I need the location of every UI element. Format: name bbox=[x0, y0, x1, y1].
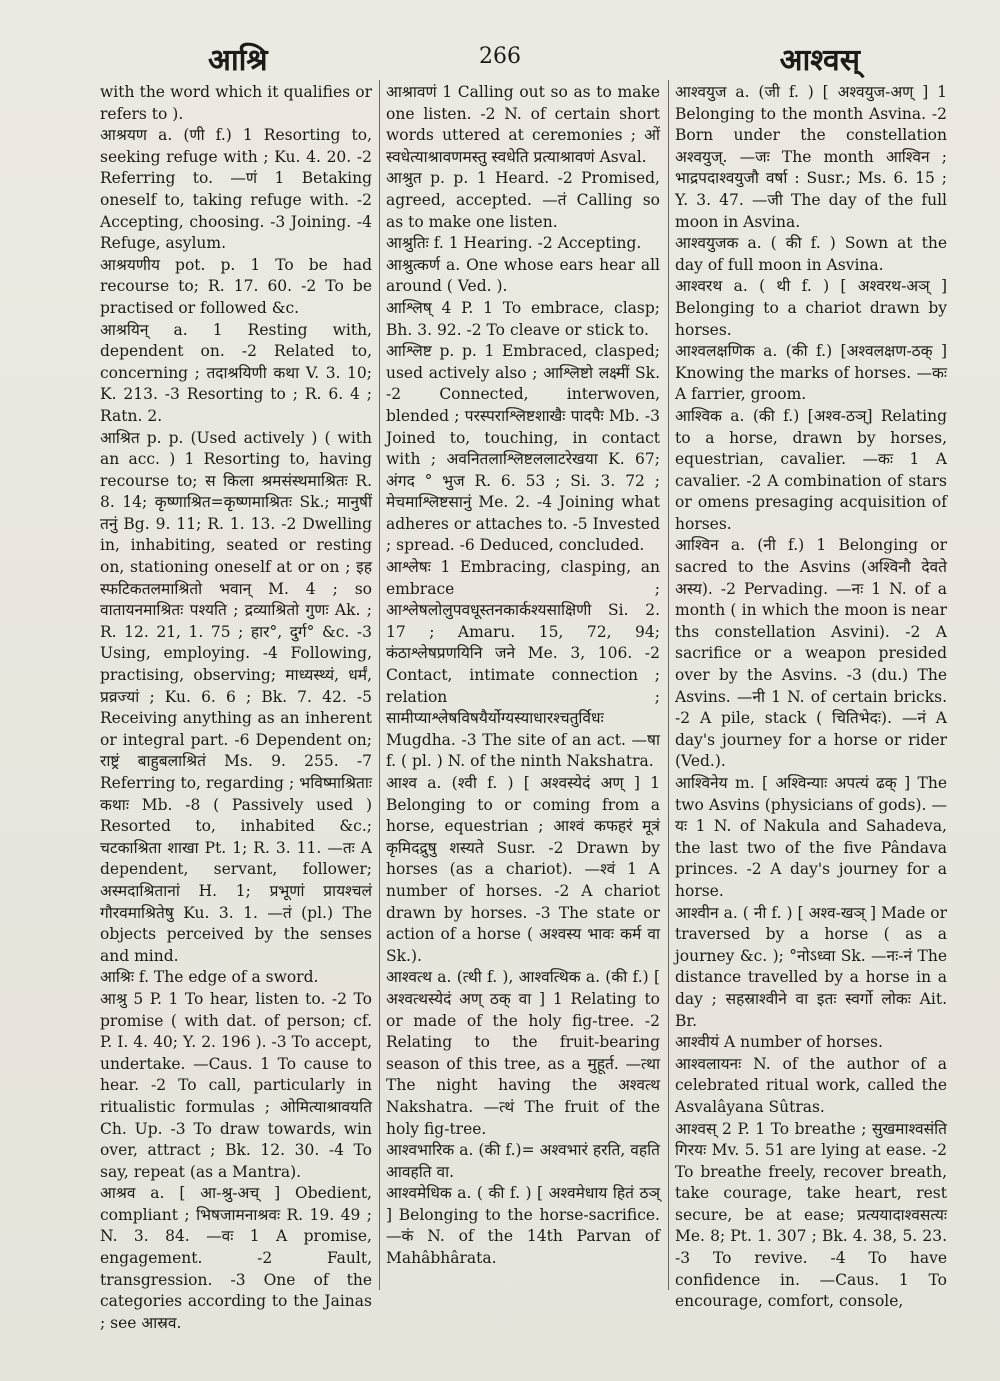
entry: आश्लिष्ट p. p. 1 Embraced, clasped; used actively also ; आश्लिष्टो लक्ष्मीं Sk. -2 Connected, interwoven, blended ; परस्पराश्लिष्टशाखैः पादपैः Mb. -3 Joined to, touching, in contact with ; अवनितलाश्लिष्टललाटरेखया K. 67; अंगद ° भुज R. 6. 53 ; Si. 3. 72 ; मेचमाश्लिष्टसानुं Me. 2. -4 Joining what adheres or attaches to. -5 Invested ; spread. -6 Deduced, concluded. bbox=[386, 342, 660, 555]
entry: आश्रयणीय pot. p. 1 To be had recourse to; R. 17. 60. -2 To be practised or followed &c. bbox=[100, 255, 372, 317]
entry: आश्वमेधिक a. ( की f. ) [ अश्वमेधाय हितं ठञ् ] Belonging to the horse-sacrifice. —कं N. of the 14th Parvan of Mahâbhârata. bbox=[386, 1184, 660, 1268]
entry: आश्वत्थ a. (त्थी f. ), आश्वत्थिक a. (की f.) [ अश्वत्थस्येदं अण् ठक् वा ] 1 Relating to or made of the holy fig-tree. -2 Relating to the fruit-bearing season of this tree, as a मुहूर्त. —त्था The night having the अश्वत्थ Nakshatra. —त्थं The fruit of the holy fig-tree. bbox=[386, 968, 660, 1138]
column-left bbox=[100, 82, 372, 1334]
entry: आश्वस् 2 P. 1 To breathe ; सुखमाश्वसंति गिरयः Mv. 5. 51 are lying at ease. -2 To breathe freely, recover breath, take courage, take heart, rest secure, be at ease; प्रत्ययादाश्वसत्यः Me. 8; Pt. 1. 307 ; Bk. 4. 38, 5. 23. -3 To revive. -4 To have confidence in. —Caus. 1 To encourage, comfort, console, bbox=[675, 1119, 947, 1311]
entry: आश्रावणं 1 Calling out so as to make one listen. -2 N. of certain short words uttered at ceremonies ; ओं स्वधेत्याश्रावणमस्तु स्वधेति प्रत्याश्रावणं Asval. bbox=[386, 83, 660, 166]
entry: आश्लेषः 1 Embracing, clasping, an embrace ; आश्लेषलोलुपवधूस्तनकार्कश्यसाक्षिणी Si. 2. 17 ; Amaru. 15, 72, 94; कंठाश्लेषप्रणयिनि जने Me. 3, 106. -2 Contact, intimate connection ; relation ; सामीप्याश्लेषविषयैर्योग्यस्याधारश्चतुर्विधः Mugdha. -3 The site of an act. —षा f. ( pl. ) N. of the ninth Nakshatra. bbox=[386, 558, 660, 771]
column-right bbox=[675, 82, 947, 1313]
entry: आश्व a. (श्वी f. ) [ अश्वस्येदं अण् ] 1 Belonging to or coming from a horse, equestrian ; आश्वं कफहरं मूत्रं कृमिदद्रुषु शस्यते Susr. -2 Drawn by horses (as a chariot). —श्वं 1 A number of horses. -2 A chariot drawn by horses. -3 The state or action of a horse ( अश्वस्य भावः कर्म वा Sk.). bbox=[386, 774, 660, 965]
entry: आश्रित p. p. (Used actively ) ( with an acc. ) 1 Resorting to, having recourse to; स किला श्रमसंस्थमाश्रितः R. 8. 14; कृष्णाश्रित=कृष्णमाश्रितः Sk.; मानुषीं तनुं Bg. 9. 11; R. 1. 13. -2 Dwelling in, inhabiting, seated or resting on, stationing oneself at or on ; इह स्फटिकतलमाश्रितो भवान् M. 4 ; so वातायनमाश्रितः पश्यति ; द्रव्याश्रितो गुणः Ak. ; R. 12. 21, 1. 75 ; हार°, दुर्ग° &c. -3 Using, employing. -4 Following, practising, observing; माध्यस्थ्यं, धर्मं, प्रव्रज्यां ; Ku. 6. 6 ; Bk. 7. 42. -5 Receiving anything as an inherent or integral part. -6 Dependent on; राष्ट्रं बाहुबलाश्रितं Ms. 9. 255. -7 Referring to, regarding ; भविष्माश्रिताः कथाः Mb. -8 ( Passively used ) Resorted to, inhabited &c.; चटकाश्रिता शाखा Pt. 1; R. 3. 11. —तः A dependent, servant, follower; अस्मदाश्रितानां H. 1; प्रभूणां प्रायश्चलं गौरवमाश्रितेषु Ku. 3. 1. —तं (pl.) The objects perceived by the senses and mind. bbox=[100, 428, 372, 965]
entry: आश्वीन a. ( नी f. ) [ अश्व-खञ् ] Made or traversed by a horse ( as a journey &c. ); °नोऽध्वा Sk. —नः-नं The distance travelled by a horse in a day ; सहस्राश्वीने वा इतः स्वर्गो लोकः Ait. Br. bbox=[675, 903, 947, 1030]
entry: आश्रयण a. (णी f.) 1 Resorting to, seeking refuge with ; Ku. 4. 20. -2 Referring to. —णं 1 Betaking oneself to, taking refuge with. -2 Accepting, choosing. -3 Joining. -4 Refuge, asylum. bbox=[100, 126, 372, 253]
entry: आश्वरथ a. ( थी f. ) [ अश्वरथ-अञ् ] Belonging to a chariot drawn by horses. bbox=[675, 277, 947, 339]
entry: आश्रिः f. The edge of a sword. bbox=[100, 968, 319, 987]
column-divider bbox=[668, 80, 669, 1290]
entry: आश्वभारिक a. (की f.)= अश्वभारं हरति, वहति आवहति वा. bbox=[386, 1141, 660, 1181]
right-guide-word: आश्वस् bbox=[779, 43, 860, 78]
left-guide-word: आश्रि bbox=[208, 43, 268, 78]
entry: आश्विनेय m. [ अश्विन्याः अपत्यं ढक् ] The two Asvins (physicians of gods). —यः 1 N. of Nakula and Sahadeva, the last two of the five Pândava princes. -2 A day's journey for a horse. bbox=[675, 774, 947, 900]
entry: आश्रयिन् a. 1 Resting with, dependent on. -2 Related to, concerning ; तदाश्रयिणी कथा V. 3. 10; K. 213. -3 Resorting to ; R. 6. 4 ; Ratn. 2. bbox=[100, 320, 372, 425]
entry: आश्वलायनः N. of the author of a celebrated ritual work, called the Asvalâyana Sûtras. bbox=[675, 1054, 947, 1116]
entry: आश्वलक्षणिक a. (की f.) [अश्वलक्षण-ठक् ] Knowing the marks of horses. —कः A farrier, groom. bbox=[675, 342, 947, 404]
entry: आश्वयुजक a. ( की f. ) Sown at the day of full moon in Asvina. bbox=[675, 234, 947, 274]
entry: with the word which it qualifies or refers to ). bbox=[100, 83, 372, 123]
entry: आश्वीयं A number of horses. bbox=[675, 1033, 883, 1052]
entry: आश्वयुज a. (जी f. ) [ अश्वयुज-अण् ] 1 Belonging to the month Asvina. -2 Born under the constellation अश्वयुज्. —जः The month आश्विन ; भाद्रपदाश्वयुजौ वर्षा : Susr.; Ms. 6. 15 ; Y. 3. 47. —जी The day of the full moon in Asvina. bbox=[675, 83, 947, 231]
entry: आश्रुत p. p. 1 Heard. -2 Promised, agreed, accepted. —तं Calling so as to make one listen. bbox=[386, 169, 660, 231]
entry: आश्रुत्कर्ण a. One whose ears hear all around ( Ved. ). bbox=[386, 255, 660, 296]
column-middle bbox=[386, 82, 660, 1270]
entry: आश्रव a. [ आ-श्रु-अच् ] Obedient, compliant ; भिषजामनाश्रवः R. 19. 49 ; N. 3. 84. —वः 1 A promise, engagement. -2 Fault, transgression. -3 One of the categories according to the Jainas ; see आस्रव. bbox=[100, 1184, 372, 1332]
entry: आश्विक a. (की f.) [अश्व-ठञ्] Relating to a horse, drawn by horses, equestrian, cavalier. —कः 1 A cavalier. -2 A combination of stars or omens presaging acquisition of horses. bbox=[675, 406, 947, 533]
entry: आश्विन a. (नी f.) 1 Belonging or sacred to the Asvins (अश्विनौ देवते अस्य). -2 Pervading. —नः 1 N. of a month ( in which the moon is near ths constellation Asvini). -2 A sacrifice or a weapon presided over by the Asvins. -3 (du.) The Asvins. —नी 1 N. of certain bricks. -2 A pile, stack ( चितिभेदः). —नं A day's journey for a horse or rider (Ved.). bbox=[675, 536, 947, 771]
entry: आश्रु 5 P. 1 To hear, listen to. -2 To promise ( with dat. of person; cf. P. I. 4. 40; Y. 2. 196 ). -3 To accept, undertake. —Caus. 1 To cause to hear. -2 To call, particularly in ritualistic formulas ; ओमित्याश्रावयति Ch. Up. -3 To draw towards, win over, attract ; Bk. 12. 30. -4 To say, repeat (as a Mantra). bbox=[100, 989, 372, 1181]
page-number: 266 bbox=[479, 44, 521, 69]
column-divider bbox=[379, 80, 380, 1290]
entry: आश्रुतिः f. 1 Hearing. -2 Accepting. bbox=[386, 234, 642, 253]
entry: आश्लिष् 4 P. 1 To embrace, clasp; Bh. 3. 92. -2 To cleave or stick to. bbox=[386, 298, 660, 339]
